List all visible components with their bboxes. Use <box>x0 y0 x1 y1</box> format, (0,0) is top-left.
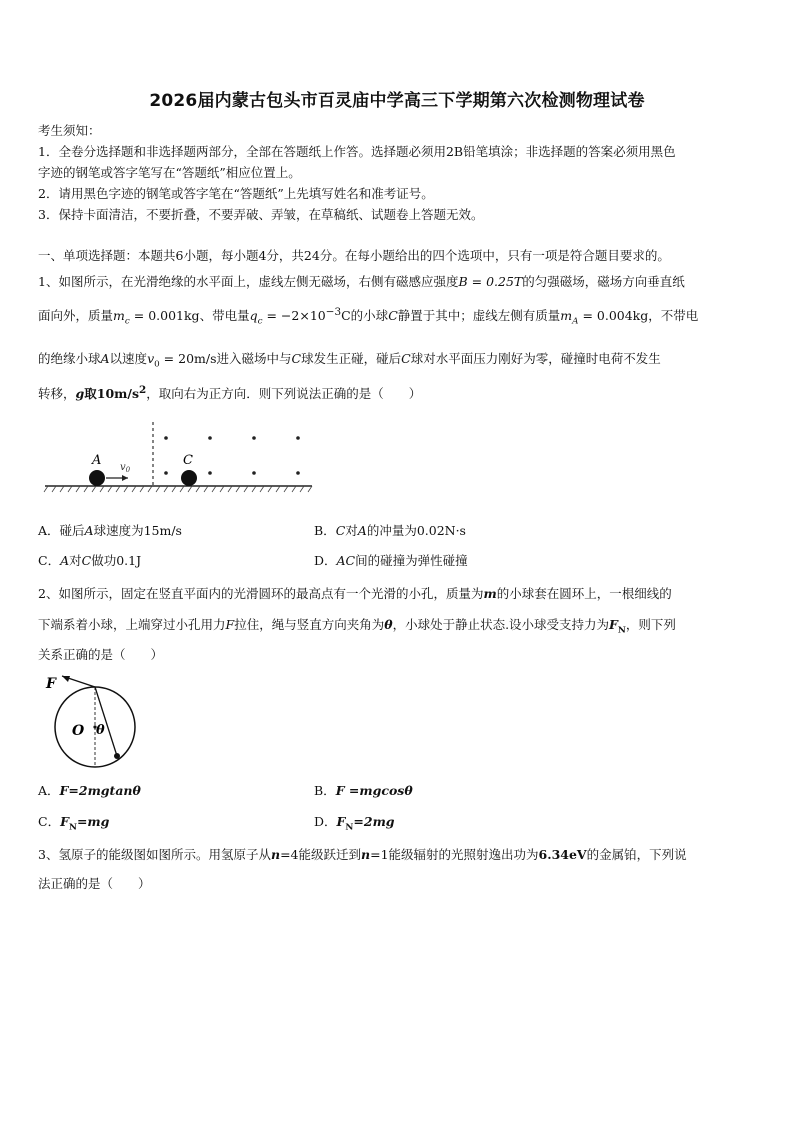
q1-option-c: C．A对C做功0.1J <box>38 553 142 568</box>
label-f: F <box>46 676 56 692</box>
label-c: C <box>183 453 193 468</box>
q2-option-b: B．F =mgcosθ <box>314 783 413 798</box>
q1-option-d: D．AC间的碰撞为弹性碰撞 <box>314 553 468 568</box>
q3-line-2: 法正确的是（ ） <box>38 876 151 891</box>
q2-line-1: 2、如图所示，固定在竖直平面内的光滑圆环的最高点有一个光滑的小孔，质量为m的小球套在圆环上，一根细线的 <box>38 586 672 601</box>
label-theta: θ <box>96 723 105 738</box>
ball-a <box>89 470 105 486</box>
velocity-arrowhead <box>122 475 128 481</box>
force-arrowhead <box>62 676 70 682</box>
q1-collision-figure <box>40 418 320 498</box>
ring-ball <box>114 753 120 759</box>
q2-line-3: 关系正确的是（ ） <box>38 647 164 662</box>
notice-item-1-cont: 字迹的钢笔或答字笔写在“答题纸”相应位置上。 <box>38 165 301 180</box>
q2-ring-figure <box>40 672 140 772</box>
q3-line-1: 3、氢原子的能级图如图所示。用氢原子从n=4能级跃迁到n=1能级辐射的光照射逸出功为6.34eV的金属铂，下列说 <box>38 847 687 862</box>
q1-line-3: 的绝缘小球A以速度$v_0 = 20m/s$进入磁场中与C球发生正碰，碰后C球对水平面压力刚好为零，碰撞时电荷不发生 <box>38 351 661 370</box>
q2-option-d: D．$F_N=2mg$ <box>314 814 395 833</box>
notice-heading: 考生须知： <box>38 123 101 138</box>
q1-option-a: A．碰后A球速度为15m/s <box>38 523 182 538</box>
ground-hatching <box>44 486 312 492</box>
page-title: 2026届内蒙古包头市百灵庙中学高三下学期第六次检测物理试卷 <box>149 91 645 111</box>
notice-item-2: 2．请用黑色字迹的钢笔或答字笔在“答题纸”上先填写姓名和准考证号。 <box>38 186 434 201</box>
q2-option-c: C．$F_N=mg$ <box>38 814 110 833</box>
q1-line-2: 面向外，质量$m_c = 0.001kg$、带电量$q_c = -2\times 10^{-3}C$的小球C静置于其中；虚线左侧有质量$m_A = 0.004kg$，不带电 <box>38 306 699 327</box>
q1-line-4: 转移，g取$10m/s^2$，取向右为正方向．则下列说法正确的是（ ） <box>38 384 422 402</box>
q2-option-a: A．F=2mgtanθ <box>38 783 141 798</box>
string <box>95 687 117 756</box>
notice-item-1: 1．全卷分选择题和非选择题两部分，全部在答题纸上作答。选择题必须用2B铅笔填涂；非选择题的答案必须用黑色 <box>38 144 676 159</box>
q1-option-b: B．C对A的冲量为0.02N·s <box>314 523 466 538</box>
notice-item-3: 3．保持卡面清洁，不要折叠，不要弄破、弄皱，在草稿纸、试题卷上答题无效。 <box>38 207 484 222</box>
label-o: O <box>72 723 85 739</box>
label-v0: $v_0$ <box>120 462 131 474</box>
ball-c <box>181 470 197 486</box>
section-heading: 一、单项选择题：本题共6小题，每小题4分，共24分。在每小题给出的四个选项中，只有一项是符合题目要求的。 <box>38 248 670 263</box>
q2-line-2: 下端系着小球，上端穿过小孔用力F拉住，绳与竖直方向夹角为θ，小球处于静止状态.设小球受支持力为$F_N$，则下列 <box>38 617 676 636</box>
label-a: A <box>92 453 102 468</box>
q1-line-1: 1、如图所示，在光滑绝缘的水平面上，虚线左侧无磁场，右侧有磁感应强度B = 0.25T的匀强磁场，磁场方向垂直纸 <box>38 274 685 289</box>
